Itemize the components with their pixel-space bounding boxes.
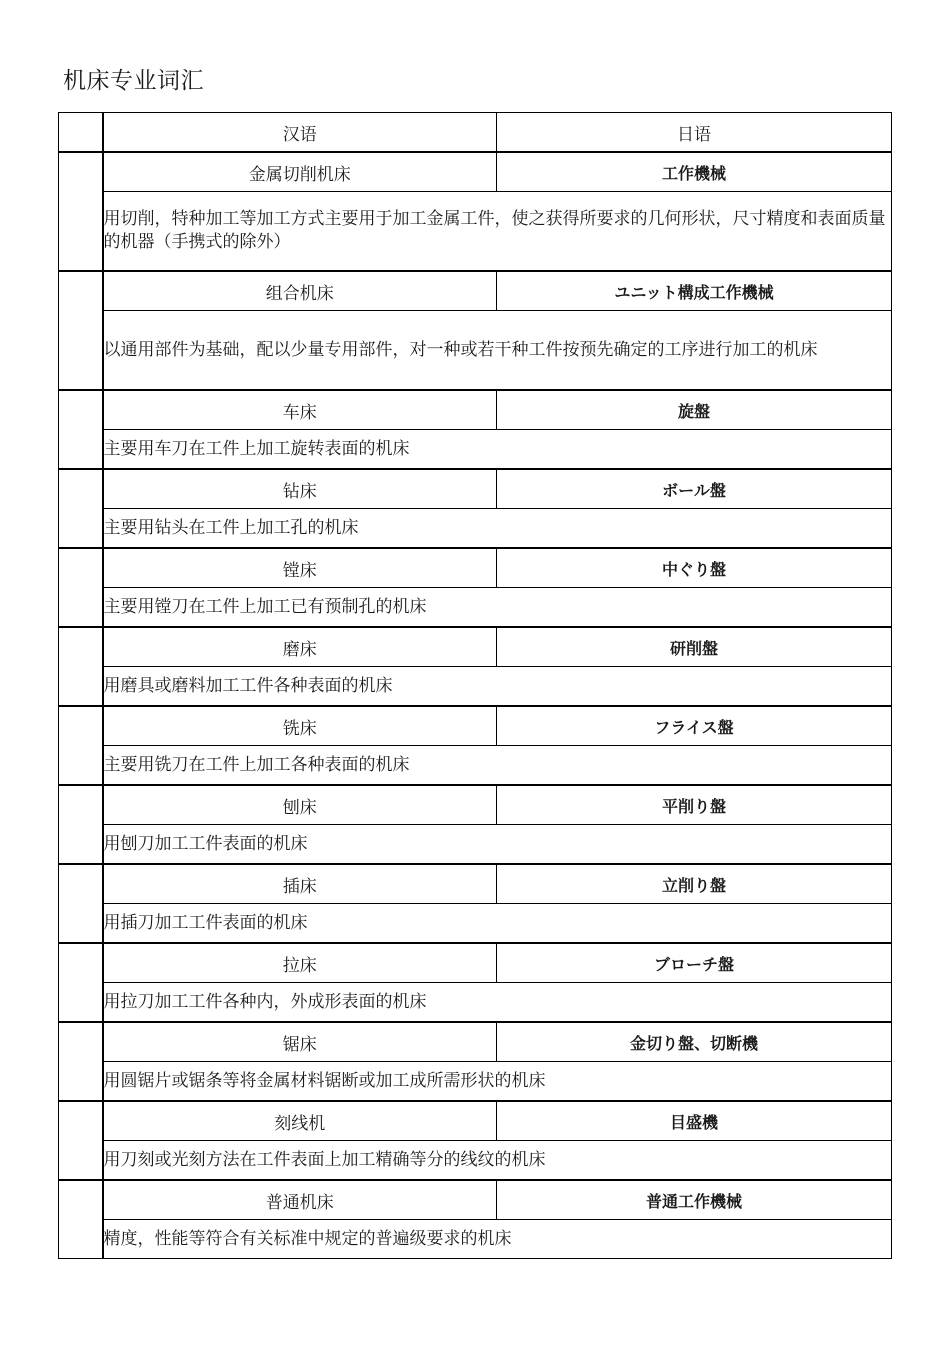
definition-row	[59, 430, 892, 470]
definition-row	[59, 588, 892, 628]
term-japanese: ブローチ盤	[497, 943, 892, 983]
term-definition: 用切削，特种加工等加工方式主要用于加工金属工件，使之获得所要求的几何形状，尺寸精度和表面质量的机器（手携式的除外）	[103, 192, 892, 272]
term-japanese: 金切り盤、切断機	[497, 1022, 892, 1062]
definition-row	[59, 192, 892, 272]
term-definition: 用刀刻或光刻方法在工件表面上加工精确等分的线纹的机床	[103, 1141, 892, 1181]
index-cell	[59, 1101, 103, 1180]
term-row	[59, 390, 892, 430]
term-japanese: 平削り盤	[497, 785, 892, 825]
index-cell	[59, 548, 103, 627]
term-row	[59, 1101, 892, 1141]
index-cell	[59, 627, 103, 706]
index-cell	[59, 271, 103, 390]
term-japanese: ボール盤	[497, 469, 892, 509]
index-cell	[59, 706, 103, 785]
term-japanese: 工作機械	[497, 152, 892, 192]
term-chinese: 普通机床	[103, 1180, 497, 1220]
definition-row	[59, 825, 892, 865]
term-definition: 用圆锯片或锯条等将金属材料锯断或加工成所需形状的机床	[103, 1062, 892, 1102]
header-japanese: 日语	[497, 113, 892, 153]
term-chinese: 金属切削机床	[103, 152, 497, 192]
term-chinese: 拉床	[103, 943, 497, 983]
term-definition: 精度，性能等符合有关标准中规定的普遍级要求的机床	[103, 1220, 892, 1259]
definition-row	[59, 667, 892, 707]
index-cell	[59, 390, 103, 469]
term-row	[59, 943, 892, 983]
term-row	[59, 548, 892, 588]
term-definition: 以通用部件为基础，配以少量专用部件，对一种或若干种工件按预先确定的工序进行加工的机床	[103, 311, 892, 391]
definition-row	[59, 983, 892, 1023]
term-row	[59, 1180, 892, 1220]
term-chinese: 车床	[103, 390, 497, 430]
definition-row	[59, 746, 892, 786]
term-row	[59, 152, 892, 192]
term-japanese: 立削り盤	[497, 864, 892, 904]
definition-row	[59, 1062, 892, 1102]
header-chinese: 汉语	[103, 113, 497, 153]
term-chinese: 组合机床	[103, 271, 497, 311]
term-definition: 主要用车刀在工件上加工旋转表面的机床	[103, 430, 892, 470]
term-japanese: 普通工作機械	[497, 1180, 892, 1220]
vocabulary-table	[58, 112, 892, 1259]
header-row	[59, 113, 892, 153]
term-chinese: 钻床	[103, 469, 497, 509]
index-cell	[59, 113, 103, 153]
index-cell	[59, 864, 103, 943]
term-japanese: 目盛機	[497, 1101, 892, 1141]
index-cell	[59, 1022, 103, 1101]
definition-row	[59, 1141, 892, 1181]
term-chinese: 插床	[103, 864, 497, 904]
term-row	[59, 469, 892, 509]
definition-row	[59, 311, 892, 391]
term-definition: 主要用铣刀在工件上加工各种表面的机床	[103, 746, 892, 786]
term-chinese: 刻线机	[103, 1101, 497, 1141]
term-row	[59, 706, 892, 746]
definition-row	[59, 904, 892, 944]
term-japanese: フライス盤	[497, 706, 892, 746]
definition-row	[59, 1220, 892, 1259]
term-definition: 用刨刀加工工件表面的机床	[103, 825, 892, 865]
term-definition: 用磨具或磨料加工工件各种表面的机床	[103, 667, 892, 707]
term-row	[59, 627, 892, 667]
term-japanese: ユニット構成工作機械	[497, 271, 892, 311]
term-japanese: 旋盤	[497, 390, 892, 430]
definition-row	[59, 509, 892, 549]
term-definition: 用插刀加工工件表面的机床	[103, 904, 892, 944]
term-row	[59, 271, 892, 311]
document-title: 机床专业词汇	[63, 68, 204, 94]
term-chinese: 镗床	[103, 548, 497, 588]
term-chinese: 刨床	[103, 785, 497, 825]
term-row	[59, 864, 892, 904]
term-definition: 主要用镗刀在工件上加工已有预制孔的机床	[103, 588, 892, 628]
index-cell	[59, 785, 103, 864]
index-cell	[59, 943, 103, 1022]
term-japanese: 研削盤	[497, 627, 892, 667]
term-chinese: 锯床	[103, 1022, 497, 1062]
term-row	[59, 785, 892, 825]
term-chinese: 铣床	[103, 706, 497, 746]
term-definition: 主要用钻头在工件上加工孔的机床	[103, 509, 892, 549]
index-cell	[59, 1180, 103, 1259]
term-chinese: 磨床	[103, 627, 497, 667]
term-definition: 用拉刀加工工件各种内，外成形表面的机床	[103, 983, 892, 1023]
index-cell	[59, 469, 103, 548]
index-cell	[59, 152, 103, 271]
term-japanese: 中ぐり盤	[497, 548, 892, 588]
term-row	[59, 1022, 892, 1062]
